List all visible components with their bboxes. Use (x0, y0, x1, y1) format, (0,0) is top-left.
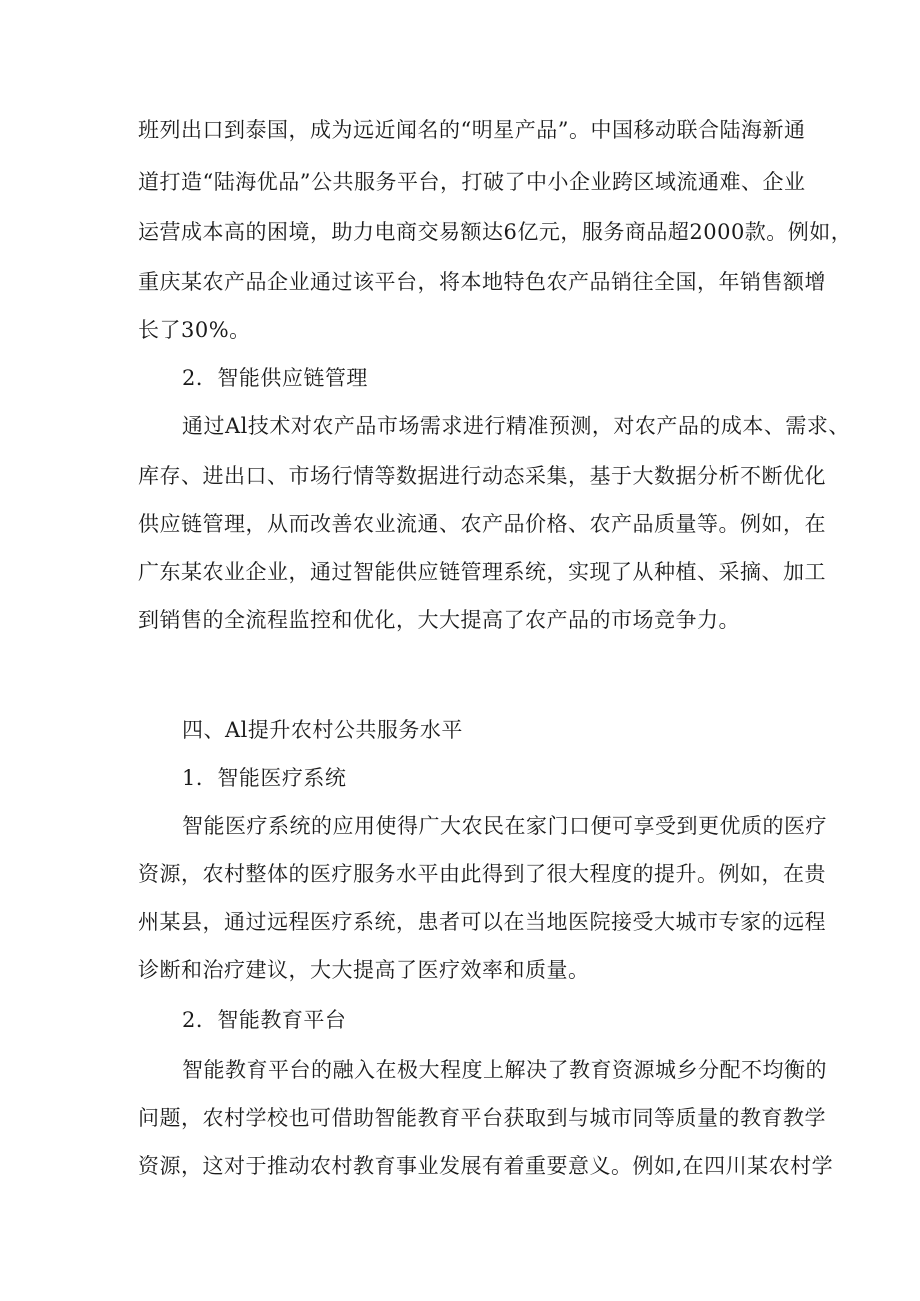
paragraph-line: 资源，这对于推动农村教育事业发展有着重要意义。例如,在四川某农村学 (138, 1154, 834, 1178)
paragraph-line: 广东某农业企业，通过智能供应链管理系统，实现了从种植、采摘、加工 (138, 560, 826, 584)
paragraph-line: 州某县，通过远程医疗系统，患者可以在当地医院接受大城市专家的远程 (138, 910, 826, 934)
subsection-heading: 1．智能医疗系统 (182, 766, 347, 790)
paragraph-line: 到销售的全流程监控和优化，大大提高了农产品的市场竞争力。 (138, 608, 740, 632)
paragraph-line: 道打造“陆海优品”公共服务平台，打破了中小企业跨区域流通难、企业 (138, 170, 806, 194)
section-heading: 四、Al提升农村公共服务水平 (182, 718, 463, 742)
paragraph-line: 通过Al技术对农产品市场需求进行精准预测，对农产品的成本、需求、 (182, 414, 850, 438)
paragraph-line: 智能医疗系统的应用使得广大农民在家门口便可享受到更优质的医疗 (182, 814, 827, 838)
paragraph-line: 供应链管理，从而改善农业流通、农产品价格、农产品质量等。例如，在 (138, 512, 826, 536)
paragraph-line: 问题，农村学校也可借助智能教育平台获取到与城市同等质量的教育教学 (138, 1106, 826, 1130)
paragraph-line: 诊断和治疗建议，大大提高了医疗效率和质量。 (138, 958, 590, 982)
subsection-heading: 2．智能教育平台 (182, 1008, 347, 1032)
paragraph-line: 资源，农村整体的医疗服务水平由此得到了很大程度的提升。例如，在贵 (138, 862, 826, 886)
paragraph-line: 班列出口到泰国，成为远近闻名的“明星产品”。中国移动联合陆海新通 (138, 118, 806, 142)
subsection-heading: 2．智能供应链管理 (182, 366, 368, 390)
paragraph-line: 长了30%。 (138, 318, 251, 342)
paragraph-line: 运营成本高的困境，助力电商交易额达6亿元，服务商品超2000款。例如， (138, 220, 853, 244)
paragraph-line: 库存、进出口、市场行情等数据进行动态采集，基于大数据分析不断优化 (138, 464, 826, 488)
paragraph-line: 智能教育平台的融入在极大程度上解决了教育资源城乡分配不均衡的 (182, 1058, 827, 1082)
paragraph-line: 重庆某农产品企业通过该平台，将本地特色农产品销往全国，年销售额增 (138, 270, 826, 294)
